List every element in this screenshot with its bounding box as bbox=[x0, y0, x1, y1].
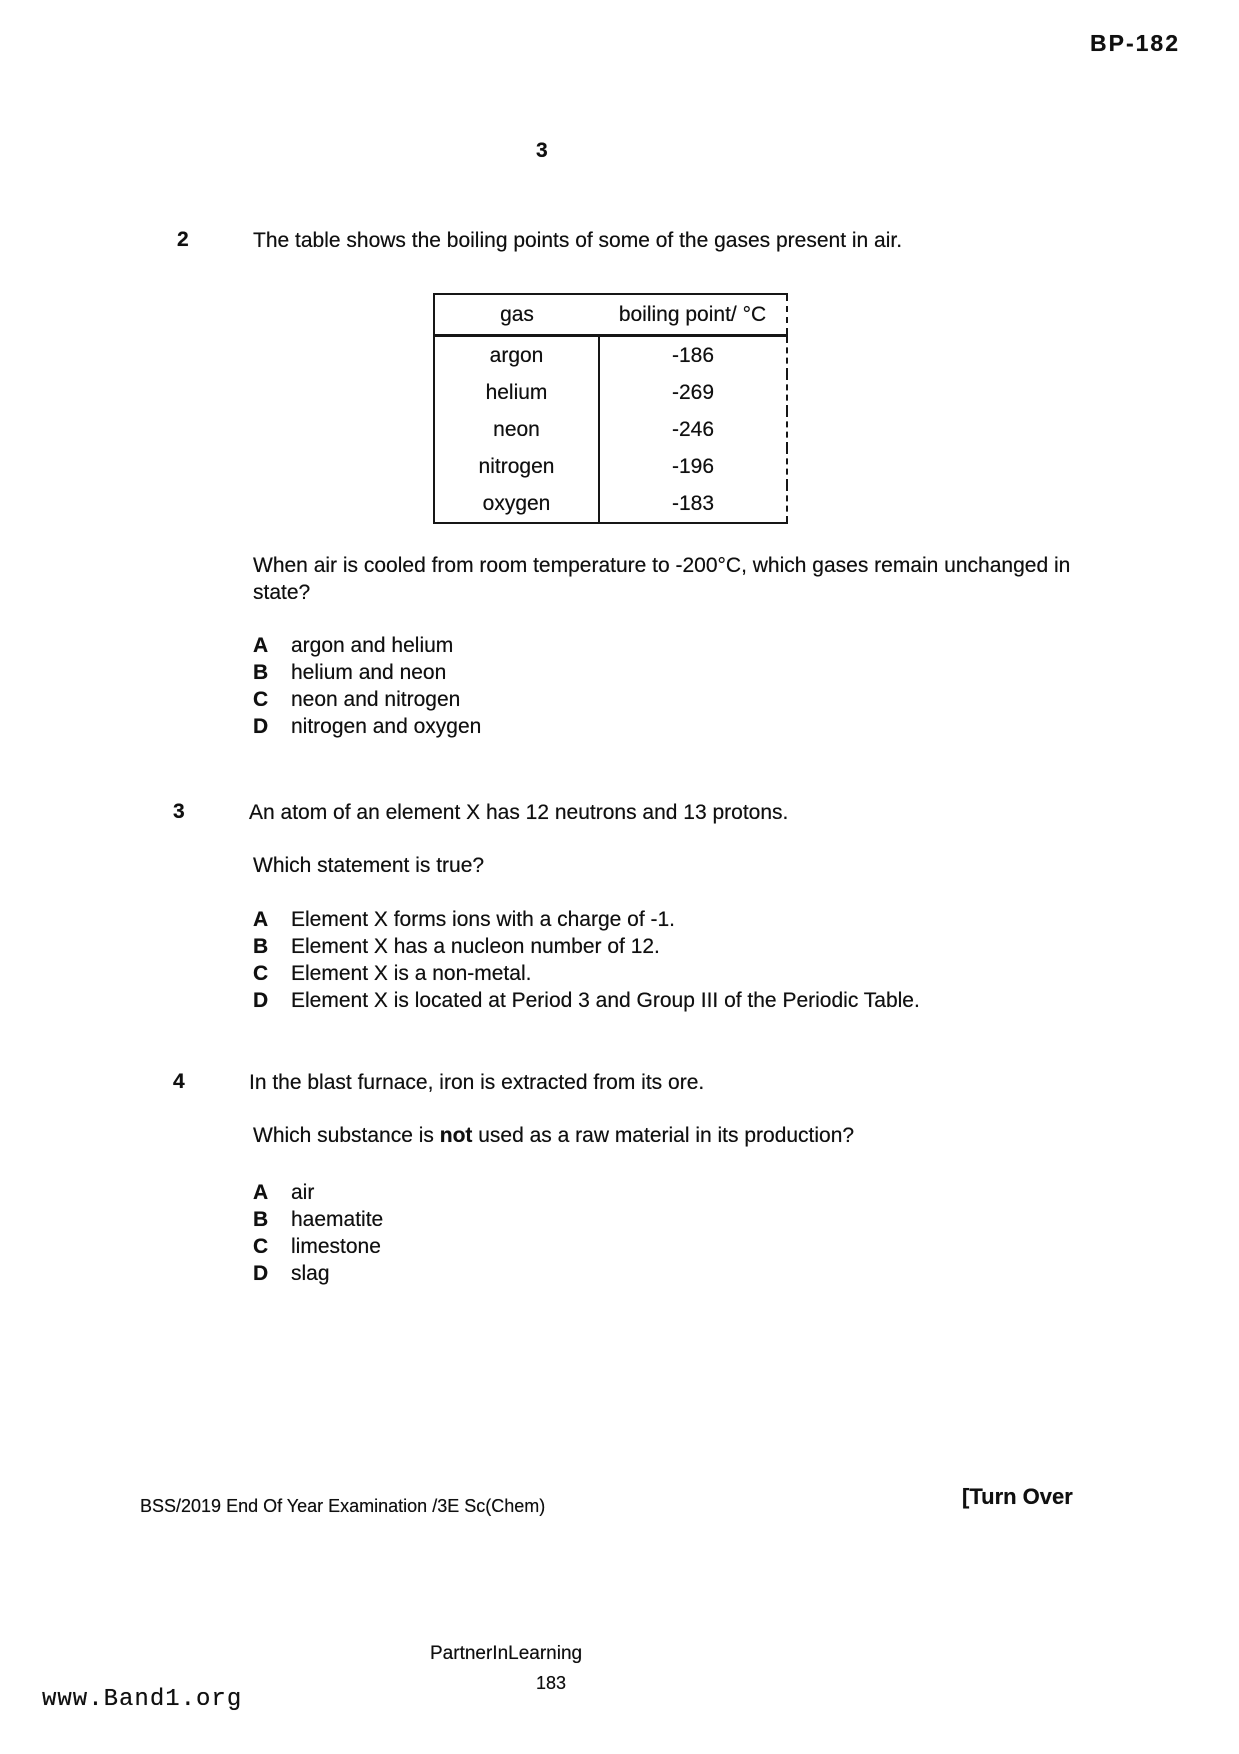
table-cell-bp: -183 bbox=[599, 485, 787, 523]
table-row bbox=[434, 336, 787, 375]
table-cell-gas: nitrogen bbox=[478, 454, 555, 478]
turn-over-label: [Turn Over bbox=[962, 1484, 1073, 1509]
table-cell-gas: argon bbox=[489, 343, 544, 367]
option-letter: A bbox=[253, 908, 269, 931]
option-c bbox=[253, 1233, 383, 1260]
option-text: Element X is a non-metal. bbox=[291, 962, 532, 985]
option-a bbox=[253, 906, 920, 933]
option-letter: B bbox=[253, 1208, 269, 1231]
question-4-options bbox=[253, 1179, 383, 1287]
option-letter: D bbox=[253, 989, 269, 1012]
table-cell-bp: -196 bbox=[599, 448, 787, 485]
site-watermark: www.Band1.org bbox=[42, 1686, 243, 1713]
option-text: argon and helium bbox=[291, 634, 454, 657]
question-4-header bbox=[173, 1070, 1153, 1096]
page-number: 3 bbox=[536, 139, 548, 162]
option-d bbox=[253, 713, 481, 740]
table-cell-bp: -269 bbox=[599, 374, 787, 411]
option-text: Element X forms ions with a charge of -1. bbox=[291, 908, 675, 931]
table-cell-gas: neon bbox=[493, 417, 540, 441]
question-2-prompt: When air is cooled from room temperature to -200°C, which gases remain unchanged in state? bbox=[253, 554, 1071, 604]
table-row bbox=[434, 485, 787, 523]
table-row bbox=[434, 448, 787, 485]
option-a bbox=[253, 632, 481, 659]
question-3-prompt: Which statement is true? bbox=[253, 854, 485, 877]
question-3-stem: An atom of an element X has 12 neutrons and 13 protons. bbox=[249, 801, 789, 824]
option-letter: B bbox=[253, 661, 269, 684]
table-row bbox=[434, 411, 787, 448]
table-cell-bp: -186 bbox=[599, 336, 787, 375]
question-2-number: 2 bbox=[177, 228, 189, 251]
question-4-stem: In the blast furnace, iron is extracted from its ore. bbox=[249, 1071, 705, 1094]
prompt-emphasis: not bbox=[439, 1124, 473, 1147]
option-text: neon and nitrogen bbox=[291, 688, 461, 711]
question-3-header bbox=[173, 800, 1153, 826]
option-b bbox=[253, 1206, 383, 1233]
question-2-options bbox=[253, 632, 481, 740]
option-text: helium and neon bbox=[291, 661, 447, 684]
option-text: Element X has a nucleon number of 12. bbox=[291, 935, 660, 958]
question-2-header bbox=[177, 228, 1137, 254]
table-header-gas: gas bbox=[434, 294, 599, 336]
question-3-options bbox=[253, 906, 920, 1014]
option-text: limestone bbox=[291, 1235, 381, 1258]
option-letter: A bbox=[253, 634, 269, 657]
option-d bbox=[253, 1260, 383, 1287]
option-a bbox=[253, 1179, 383, 1206]
prompt-text: Which substance is bbox=[253, 1124, 440, 1147]
table-cell-bp: -246 bbox=[599, 411, 787, 448]
boiling-point-table bbox=[433, 293, 788, 524]
option-letter: B bbox=[253, 935, 269, 958]
table-header-boiling-point: boiling point/ °C bbox=[599, 294, 787, 336]
option-text: slag bbox=[291, 1262, 330, 1285]
option-letter: A bbox=[253, 1181, 269, 1204]
option-text: nitrogen and oxygen bbox=[291, 715, 482, 738]
option-c bbox=[253, 686, 481, 713]
table-row bbox=[434, 374, 787, 411]
table-cell-gas: helium bbox=[485, 380, 548, 404]
option-letter: C bbox=[253, 688, 269, 711]
option-letter: D bbox=[253, 715, 269, 738]
option-c bbox=[253, 960, 920, 987]
question-4-prompt bbox=[253, 1122, 1153, 1149]
partner-in-learning-mark: PartnerInLearning bbox=[430, 1643, 583, 1664]
option-text: air bbox=[291, 1181, 315, 1204]
question-4-number: 4 bbox=[173, 1070, 185, 1093]
footer-exam-reference: BSS/2019 End Of Year Examination /3E Sc(Chem) bbox=[140, 1496, 546, 1516]
question-3-number: 3 bbox=[173, 800, 185, 823]
prompt-text: used as a raw material in its production? bbox=[472, 1124, 855, 1147]
option-b bbox=[253, 659, 481, 686]
bottom-page-ref: 183 bbox=[536, 1673, 567, 1693]
question-2-stem: The table shows the boiling points of some of the gases present in air. bbox=[253, 229, 903, 252]
option-d bbox=[253, 987, 920, 1014]
table-cell-gas: oxygen bbox=[482, 491, 551, 515]
document-code: BP-182 bbox=[1090, 30, 1180, 56]
option-text: haematite bbox=[291, 1208, 384, 1231]
option-b bbox=[253, 933, 920, 960]
option-letter: D bbox=[253, 1262, 269, 1285]
option-letter: C bbox=[253, 962, 269, 985]
option-text: Element X is located at Period 3 and Group III of the Periodic Table. bbox=[291, 989, 920, 1012]
table-header-row bbox=[434, 294, 787, 336]
option-letter: C bbox=[253, 1235, 269, 1258]
